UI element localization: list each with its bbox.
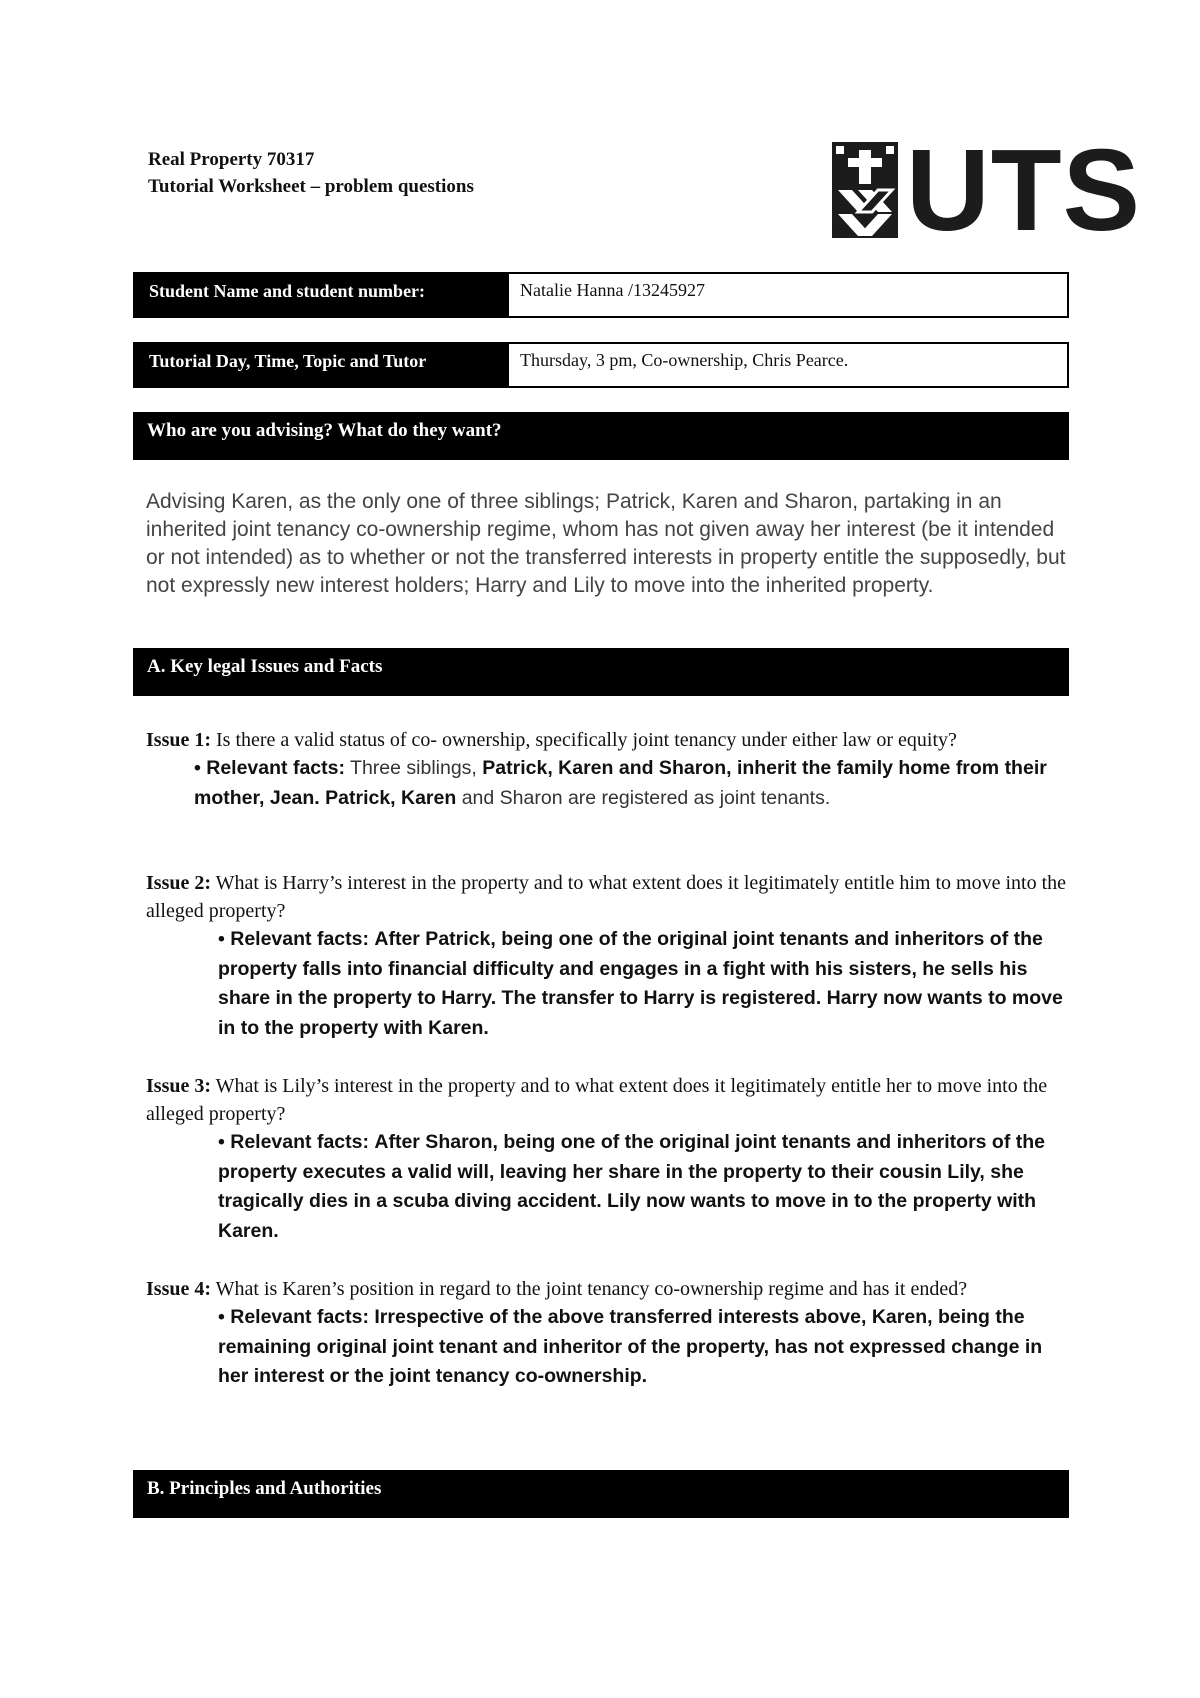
issue-text: Is there a valid status of co- ownership, specifically joint tenancy under either law or equity?: [216, 729, 957, 751]
facts-text: After Patrick, being one of the original joint tenants and inheritors of the property falls into financial difficulty and engages in a fight with his sisters, he sells his share in the property to Harry. The transfer to Harry is registered. Harry now wants to move in to the property with Karen.: [218, 928, 1063, 1039]
document-title: [148, 146, 474, 200]
student-name-field[interactable]: Natalie Hanna /13245927: [509, 274, 1067, 316]
relevant-facts-label: • Relevant facts:: [218, 1131, 369, 1153]
course-title: Real Property 70317: [148, 149, 315, 170]
relevant-facts-label: • Relevant facts:: [218, 1306, 369, 1328]
tutorial-details-field[interactable]: Thursday, 3 pm, Co-ownership, Chris Pearce.: [509, 344, 1067, 386]
relevant-facts: [146, 754, 1068, 813]
issue-label: Issue 2:: [146, 872, 212, 894]
logo-text: UTS: [906, 125, 1141, 255]
tutorial-details-label: Tutorial Day, Time, Topic and Tutor: [135, 344, 509, 386]
issue-text: What is Harry’s interest in the property and to what extent does it legitimately entitle him to move into the alleged property?: [146, 872, 1067, 922]
issue-question: [146, 869, 1068, 925]
worksheet-title: Tutorial Worksheet – problem questions: [148, 176, 474, 197]
advising-heading: Who are you advising? What do they want?: [133, 412, 1069, 460]
relevant-facts-label: • Relevant facts:: [218, 928, 369, 950]
issue-4: [146, 1275, 1068, 1392]
issue-3: [146, 1072, 1068, 1246]
uts-logo: [832, 125, 1141, 255]
issue-question: [146, 1072, 1068, 1128]
issue-question: [146, 726, 1068, 754]
advising-answer: Advising Karen, as the only one of three siblings; Patrick, Karen and Sharon, partaking in an inherited joint tenancy co-ownership regime, whom has not given away her interest (be it intended or not intended) as to whether or not the transferred interests in property entitle the supposedly, but not expressly new interest holders; Harry and Lily to move into the inherited property.: [146, 490, 1066, 597]
relevant-facts: [146, 1303, 1068, 1392]
facts-text: After Sharon, being one of the original joint tenants and inheritors of the property executes a valid will, leaving her share in the property to their cousin Lily, she tragically dies in a scuba diving accident. Lily now wants to move in to the property with Karen.: [218, 1131, 1045, 1242]
issue-1: [146, 726, 1068, 813]
facts-text: Irrespective of the above transferred interests above, Karen, being the remaining original joint tenant and inheritor of the property, has not expressed change in her interest or the joint tenancy co-ownership.: [218, 1306, 1043, 1387]
facts-text-part-3: and Sharon are registered as joint tenants.: [461, 786, 831, 809]
section-a-heading: A. Key legal Issues and Facts: [133, 648, 1069, 696]
student-name-label: Student Name and student number:: [135, 274, 509, 316]
issue-label: Issue 3:: [146, 1075, 212, 1097]
relevant-facts: [146, 925, 1068, 1043]
issue-text: What is Karen’s position in regard to the joint tenancy co-ownership regime and has it ended?: [215, 1278, 968, 1300]
issue-text: What is Lily’s interest in the property and to what extent does it legitimately entitle her to move into the alleged property?: [146, 1075, 1048, 1125]
facts-text-part-2: Patrick, Karen and Sharon, inherit the family home from their mother, Jean. Patrick, Karen: [194, 757, 1047, 809]
issue-label: Issue 4:: [146, 1278, 212, 1300]
relevant-facts: [146, 1128, 1068, 1246]
student-name-row: [133, 272, 1069, 318]
issue-label: Issue 1:: [146, 729, 212, 751]
tutorial-details-row: [133, 342, 1069, 388]
section-b-heading: B. Principles and Authorities: [133, 1470, 1069, 1518]
uts-crest-icon: [832, 142, 898, 238]
facts-text-part-1: Three siblings,: [350, 757, 477, 779]
issue-question: [146, 1275, 1068, 1303]
issue-2: [146, 869, 1068, 1043]
relevant-facts-label: • Relevant facts:: [194, 757, 345, 779]
